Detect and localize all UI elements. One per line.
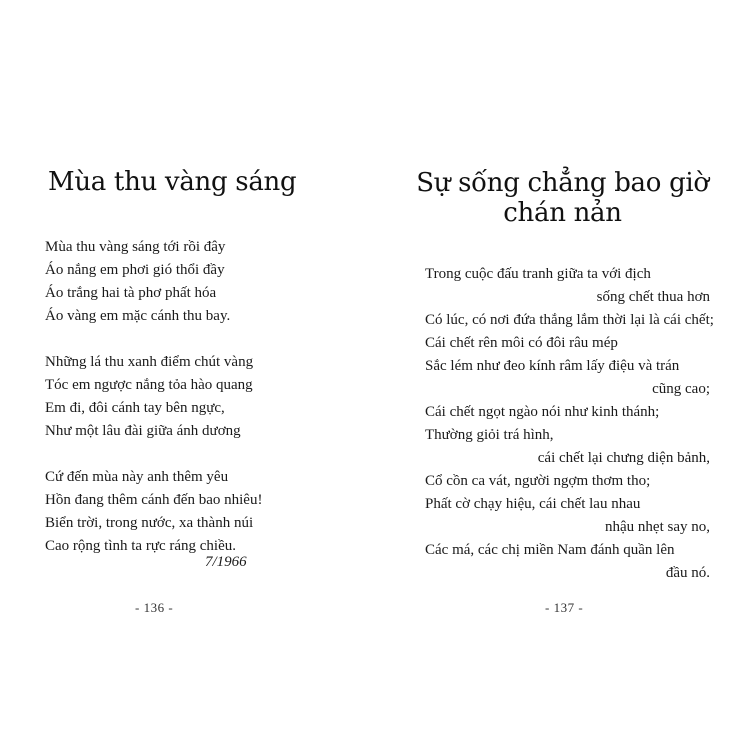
verse-line: Có lúc, có nơi đứa thắng lắm thời lại là cái chết;: [425, 312, 714, 328]
verse-line: Mùa thu vàng sáng tới rồi đây: [45, 239, 226, 255]
verse-line: Sắc lém như đeo kính râm lấy điệu và trán: [425, 358, 680, 374]
title-line: chán nản: [503, 198, 622, 228]
stanza-break: [45, 328, 275, 351]
poem-date: 7/1966: [205, 554, 247, 570]
verse-line: Như một lâu đài giữa ánh dương: [45, 423, 241, 439]
verse-line-continuation: đầu nó.: [665, 565, 710, 581]
verse-line: Biển trời, trong nước, xa thành núi: [45, 515, 254, 531]
verse-line: Trong cuộc đấu tranh giữa ta với địch: [425, 266, 651, 282]
verse-line: Những lá thu xanh điểm chút vàng: [45, 354, 254, 370]
verse-line: Em đi, đôi cánh tay bên ngực,: [45, 400, 225, 416]
verse-line: Hồn đang thêm cánh đến bao nhiêu!: [45, 492, 263, 508]
verse-line: Thường giỏi trá hình,: [425, 427, 554, 443]
stanza-break: [45, 443, 275, 466]
verse-line-continuation: nhậu nhẹt say no,: [605, 519, 710, 535]
verse-line: Phất cờ chạy hiệu, cái chết lau nhau: [425, 496, 641, 512]
verse-line: Cổ cồn ca vát, người ngợm thơm tho;: [425, 473, 651, 489]
verse-line: Áo trắng hai tà phơ phất hóa: [45, 285, 217, 301]
verse-line-continuation: cũng cao;: [652, 381, 710, 397]
page-number: - 137 -: [545, 600, 584, 615]
verse-line: Áo nắng em phơi gió thổi đầy: [45, 262, 225, 278]
page-number: - 136 -: [135, 600, 174, 615]
poem-title: Mùa thu vàng sáng: [48, 167, 297, 197]
verse-line: Áo vàng em mặc cánh thu bay.: [45, 308, 231, 324]
poem-body: [45, 236, 275, 558]
verse-line: Cao rộng tình ta rực ráng chiều.: [45, 538, 236, 554]
title-line: Sự sống chẳng bao giờ: [416, 168, 709, 198]
poem-title: [375, 168, 750, 228]
verse-line: Các má, các chị miền Nam đánh quần lên: [425, 542, 675, 558]
right-page: [375, 0, 750, 750]
poem-body: [425, 263, 714, 585]
verse-line: Cứ đến mùa này anh thêm yêu: [45, 469, 229, 485]
verse-line-continuation: sống chết thua hơn: [596, 289, 710, 305]
verse-line: Tóc em ngược nắng tỏa hào quang: [45, 377, 253, 393]
verse-line: Cái chết ngọt ngào nói như kinh thánh;: [425, 404, 660, 420]
verse-line: Cái chết rên môi có đôi râu mép: [425, 335, 618, 351]
verse-line-continuation: cái chết lại chưng diện bảnh,: [537, 450, 710, 466]
